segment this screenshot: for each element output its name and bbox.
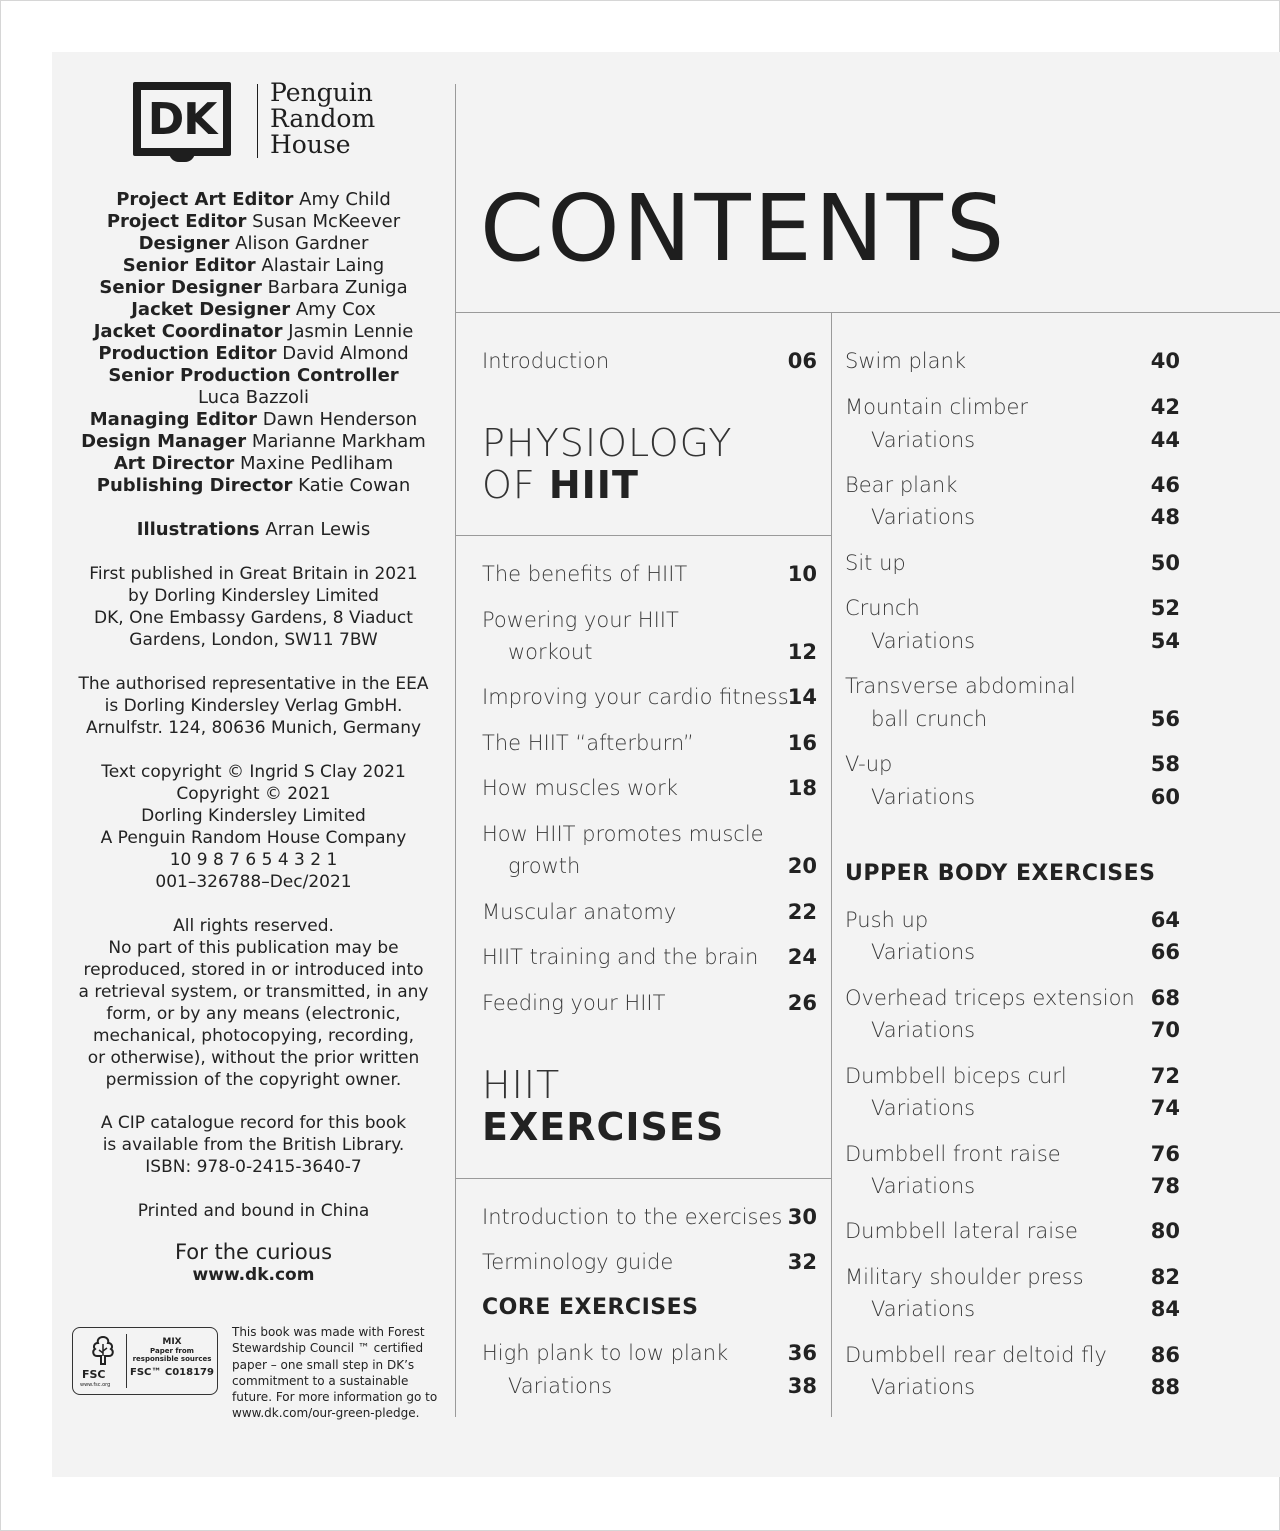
toc-page: 60 [1150,785,1180,809]
toc-label: Dumbbell biceps curl [845,1064,1067,1088]
title-rule [455,312,1280,313]
rights-notice [52,915,455,1091]
toc-label: Dumbbell front raise [845,1142,1061,1166]
fsc-paper: Paper from [150,1347,194,1355]
fsc-mix: MIX [162,1337,182,1347]
section-heading-light: HIIT [482,1063,561,1107]
section-heading-bold: EXERCISES [482,1105,725,1149]
imprint-line: a retrieval system, or transmitted, in any [78,982,429,1002]
green-pledge [232,1324,452,1422]
credit-name: Amy Cox [295,299,376,320]
toc-page: 84 [1150,1297,1180,1321]
pledge-line: Stewardship Council ™ certified [232,1341,424,1356]
toc-page: 88 [1150,1375,1180,1399]
toc-page: 54 [1150,629,1180,653]
imprint-line: by Dorling Kindersley Limited [128,586,379,606]
credit-role: Publishing Director [96,475,293,496]
toc-label: High plank to low plank [482,1341,729,1365]
toc-page: 44 [1150,428,1180,452]
toc-label: The benefits of HIIT [482,562,688,586]
toc-label: Powering your HIIT [482,608,679,632]
toc-label: Mountain climber [845,395,1029,419]
website-link[interactable]: www.dk.com [192,1265,315,1285]
prh-line: Random [270,104,376,133]
pledge-line: This book was made with Forest [232,1325,425,1339]
toc-label: Variations [871,428,976,452]
toc-label: Variations [871,1018,976,1042]
toc-page: 78 [1150,1174,1180,1198]
first-published [52,563,455,651]
credit-row [52,409,455,431]
toc-page: 74 [1150,1096,1180,1120]
toc-page: 32 [787,1250,817,1274]
toc-page: 58 [1150,752,1180,776]
credit-name: David Almond [282,343,409,364]
column-divider [455,84,456,1417]
pledge-line: future. For more information go to [232,1390,438,1405]
credit-name: Amy Child [299,189,391,210]
toc-label: Crunch [845,596,920,620]
credit-row [52,453,455,475]
credit-name: Jasmin Lennie [288,321,414,342]
credit-name: Marianne Markham [251,431,426,452]
toc-label: Variations [871,629,976,653]
pledge-line: paper – one small step in DK’s [232,1357,415,1372]
toc-label: Variations [871,1297,976,1321]
imprint-line: Copyright © 2021 [176,784,331,804]
toc-label-cont: workout [508,640,593,664]
toc-page: 50 [1150,551,1180,575]
toc-page: 70 [1150,1018,1180,1042]
imprint-line: permission of the copyright owner. [105,1070,402,1090]
imprint-line: form, or by any means (electronic, [106,1004,401,1024]
toc-page: 68 [1150,986,1180,1010]
logo-divider [257,84,258,158]
credit-role: Art Director [113,453,235,474]
imprint-line: A CIP catalogue record for this book [100,1113,407,1133]
toc-label: V-up [845,752,893,776]
toc-page: 56 [1150,707,1180,731]
imprint-line: Arnulfstr. 124, 80636 Munich, Germany [85,718,422,738]
toc-label: Overhead triceps extension [845,986,1135,1010]
prh-line: Penguin [270,78,373,107]
toc-label: Introduction to the exercises [482,1205,783,1229]
dk-logo-text: DK [141,90,223,148]
toc-page: 86 [1150,1343,1180,1367]
imprint-line: Text copyright © Ingrid S Clay 2021 [101,762,406,782]
fsc-tree-icon [83,1334,123,1368]
imprint-line: No part of this publication may be [108,938,399,958]
cip-notice [52,1112,455,1178]
toc-page: 36 [787,1341,817,1365]
prh-line: House [270,130,351,159]
toc-label: Variations [871,505,976,529]
imprint-line: All rights reserved. [173,916,334,936]
imprint-line: is available from the British Library. [102,1135,405,1155]
toc-page: 22 [787,900,817,924]
toc-page: 48 [1150,505,1180,529]
prh-wordmark [270,80,375,158]
toc-label: Muscular anatomy [482,900,677,924]
toc-label: Introduction [482,349,610,373]
subheading-upper-body: UPPER BODY EXERCISES [845,861,1156,886]
credit-role: Designer [138,233,230,254]
toc-label: Variations [871,1174,976,1198]
credits-list [52,189,455,541]
toc-label: Push up [845,908,929,932]
credit-row [52,387,455,409]
imprint-line: Printed and bound in China [137,1201,370,1221]
toc-page: 66 [1150,940,1180,964]
contents-title: CONTENTS [480,175,1008,282]
toc-page: 06 [787,349,817,373]
toc-page: 52 [1150,596,1180,620]
credit-role: Senior Designer [99,277,262,298]
column-divider [831,312,832,1417]
illustrations-credit [52,519,455,541]
imprint-line: A Penguin Random House Company [100,828,407,848]
toc-label: Variations [871,1096,976,1120]
toc-page: 10 [787,562,817,586]
dk-logo-icon [133,82,231,156]
toc-page: 72 [1150,1064,1180,1088]
imprint-column [52,52,455,1477]
fsc-label [130,1337,214,1380]
credit-role: Senior Production Controller [108,365,399,386]
toc-page: 24 [787,945,817,969]
credit-role: Jacket Designer [131,299,291,320]
imprint-line: mechanical, photocopying, recording, [92,1026,415,1046]
credit-row [52,211,455,233]
credit-row [52,431,455,453]
subheading-core: CORE EXERCISES [482,1295,699,1320]
toc-label-cont: growth [508,854,581,878]
credit-name: Maxine Pedliham [240,453,394,474]
toc-label: Terminology guide [482,1250,674,1274]
eea-representative [52,673,455,739]
credit-row [52,475,455,497]
toc-label: Variations [508,1374,613,1398]
toc-label: Dumbbell rear deltoid fly [845,1343,1107,1367]
fsc-paper: responsible sources [132,1355,212,1363]
credit-name: Luca Bazzoli [197,387,310,408]
imprint-line: Dorling Kindersley Limited [141,806,366,826]
toc-label: Military shoulder press [845,1265,1084,1289]
publisher-logo [133,78,393,166]
toc-label: Improving your cardio fitness [482,685,789,709]
fsc-code: FSC™ C018179 [130,1367,214,1378]
credit-name: Arran Lewis [265,519,371,540]
section-rule [455,535,831,536]
section-heading-line [482,464,732,506]
section-heading-bold: HIIT [548,463,639,507]
section-heading-physiology [482,422,732,506]
toc-page: 14 [787,685,817,709]
fsc-site: www.fsc.org [80,1382,111,1388]
fsc-letters: FSC [82,1368,106,1381]
toc-label: How muscles work [482,776,678,800]
imprint-line: First published in Great Britain in 2021 [89,564,418,584]
toc-page: 16 [787,731,817,755]
credit-role: Project Editor [106,211,247,232]
toc-label: Feeding your HIIT [482,991,666,1015]
imprint-line: 001–326788–Dec/2021 [155,872,352,892]
credit-role: Jacket Coordinator [93,321,283,342]
toc-label: HIIT training and the brain [482,945,759,969]
pledge-line[interactable]: www.dk.com/our-green-pledge. [232,1406,420,1421]
credit-role: Production Editor [98,343,277,364]
toc-page: 12 [787,640,817,664]
toc-label: The HIIT “afterburn” [482,731,694,755]
toc-label: Variations [871,785,976,809]
section-heading-exercises [482,1064,724,1148]
toc-page: 46 [1150,473,1180,497]
toc-page: 18 [787,776,817,800]
section-heading-line: PHYSIOLOGY [482,421,733,465]
credit-row [52,277,455,299]
toc-label: ball crunch [871,707,988,731]
credit-role: Project Art Editor [116,189,294,210]
imprint-line: The authorised representative in the EEA [78,674,429,694]
credit-role: Senior Editor [122,255,256,276]
credit-name: Alison Gardner [235,233,369,254]
toc-page: 30 [787,1205,817,1229]
credit-row [52,321,455,343]
credit-row [52,189,455,211]
credit-role: Illustrations [136,519,260,540]
toc-page: 64 [1150,908,1180,932]
imprint-line: reproduced, stored in or introduced into [83,960,424,980]
credit-role: Managing Editor [89,409,258,430]
credit-row [52,343,455,365]
credit-row [52,233,455,255]
toc-label: Transverse abdominal [845,674,1076,698]
toc-page: 20 [787,854,817,878]
toc-label: Dumbbell lateral raise [845,1219,1078,1243]
credit-name: Katie Cowan [298,475,411,496]
toc-label: Bear plank [845,473,958,497]
tagline: For the curious [174,1240,333,1264]
imprint-line: DK, One Embassy Gardens, 8 Viaduct [94,608,413,628]
credit-name: Barbara Zuniga [267,277,408,298]
toc-page: 40 [1150,349,1180,373]
toc-label: Variations [871,940,976,964]
toc-label: Swim plank [845,349,966,373]
toc-label: How HIIT promotes muscle [482,822,764,846]
imprint-line: is Dorling Kindersley Verlag GmbH. [104,696,403,716]
toc-page: 82 [1150,1265,1180,1289]
tagline-block [52,1240,455,1286]
section-heading-light: OF [482,463,549,507]
printed-notice [52,1200,455,1222]
imprint-line: Gardens, London, SW11 7BW [129,630,378,650]
book-page [52,52,1280,1477]
copyright-notice [52,761,455,893]
credit-row [52,365,455,387]
toc-page: 76 [1150,1142,1180,1166]
imprint-line: 10 9 8 7 6 5 4 3 2 1 [169,850,338,870]
toc-entry[interactable] [482,822,817,886]
dk-logo-notch [169,152,195,162]
fsc-divider [126,1334,127,1388]
section-rule [455,1178,831,1179]
pledge-line: commitment to a sustainable [232,1373,409,1388]
credit-row [52,255,455,277]
toc-page: 38 [787,1374,817,1398]
isbn: ISBN: 978-0-2415-3640-7 [145,1157,362,1177]
toc-entry[interactable] [482,608,817,672]
imprint-line: or otherwise), without the prior written [87,1048,420,1068]
toc-label: Sit up [845,551,906,575]
toc-page: 26 [787,991,817,1015]
credit-name: Alastair Laing [261,255,385,276]
credit-role: Design Manager [81,431,247,452]
toc-page: 42 [1150,395,1180,419]
credit-name: Susan McKeever [252,211,401,232]
credit-name: Dawn Henderson [262,409,418,430]
credit-row [52,299,455,321]
fsc-badge [72,1327,218,1395]
toc-label: Variations [871,1375,976,1399]
toc-page: 80 [1150,1219,1180,1243]
